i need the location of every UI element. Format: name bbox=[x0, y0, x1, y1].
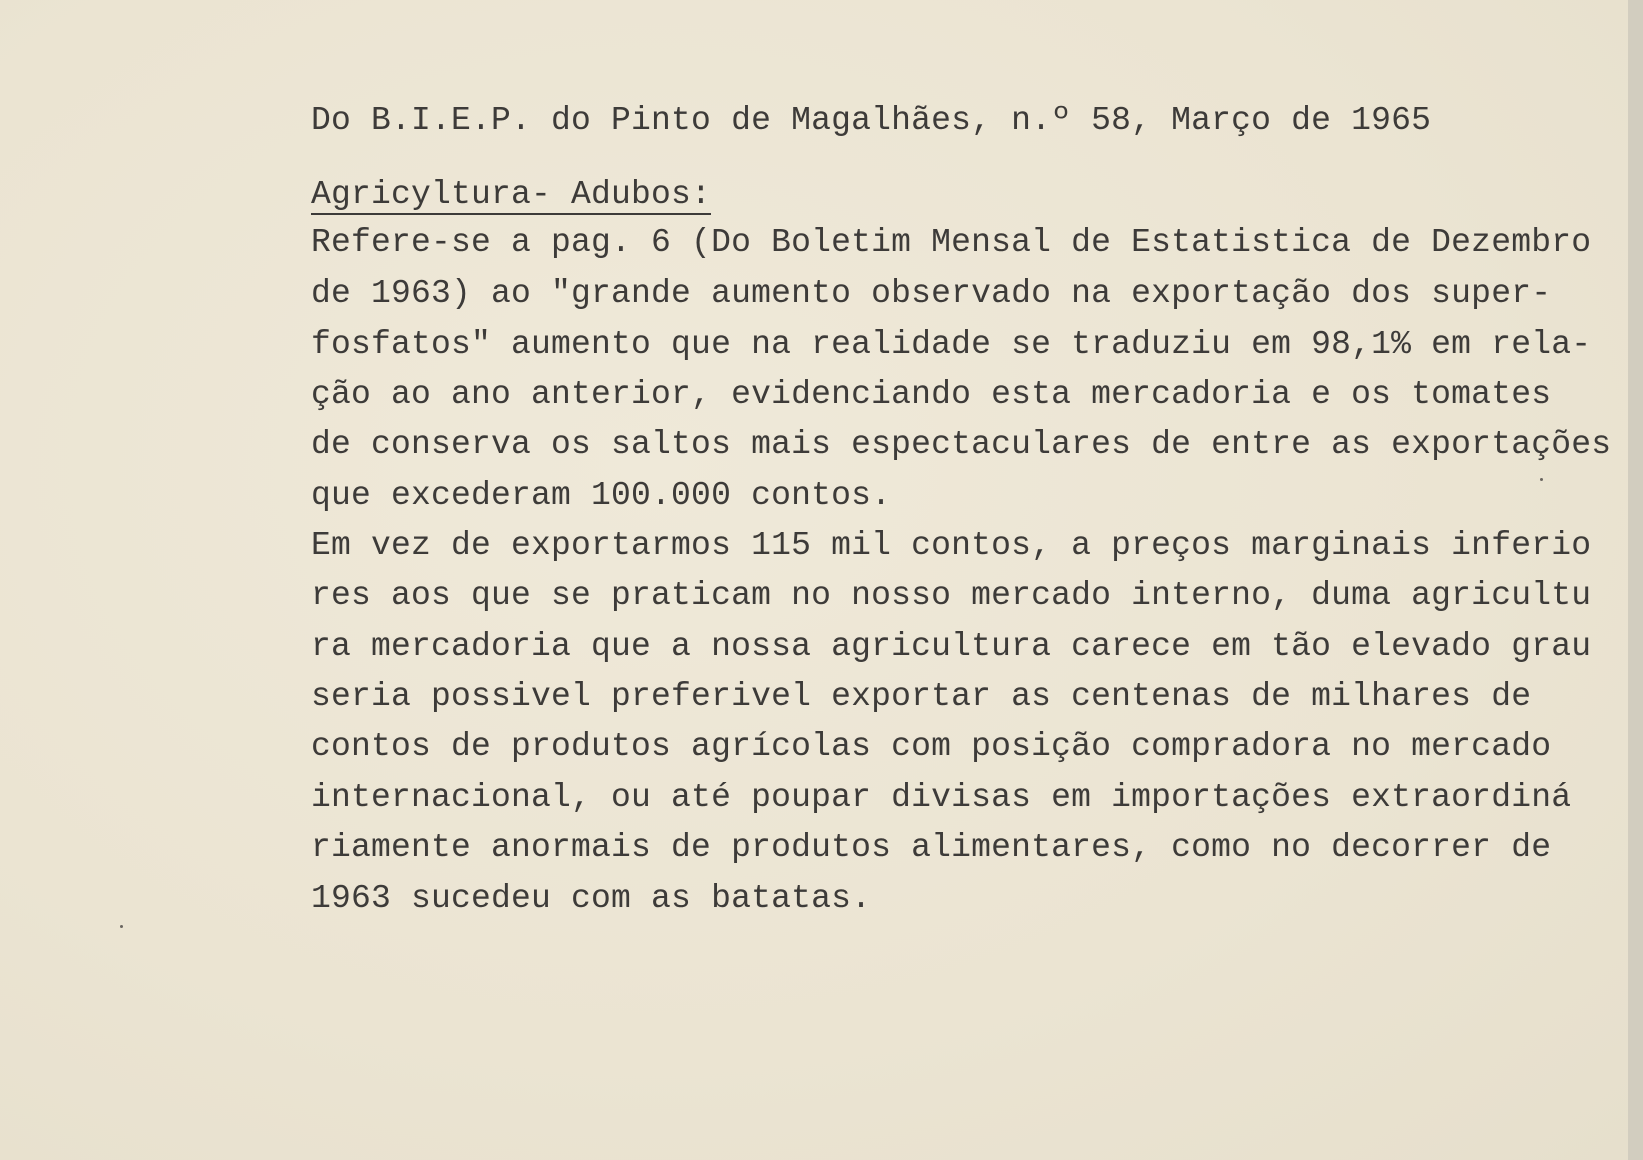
body-line: ra mercadoria que a nossa agricultura carece em tão elevado grau bbox=[311, 628, 1592, 665]
document-header: Do B.I.E.P. do Pinto de Magalhães, n.º 58, Março de 1965 bbox=[311, 102, 1432, 139]
body-line: res aos que se praticam no nosso mercado interno, duma agricultu bbox=[311, 577, 1592, 614]
body-line: riamente anormais de produtos alimentares, como no decorrer de bbox=[311, 829, 1552, 866]
card-edge bbox=[1628, 0, 1643, 1160]
paper-speck bbox=[120, 925, 123, 928]
body-line: fosfatos" aumento que na realidade se traduziu em 98,1% em rela- bbox=[311, 326, 1592, 363]
paper-speck bbox=[1540, 478, 1543, 481]
body-line: internacional, ou até poupar divisas em importações extraordiná bbox=[311, 779, 1572, 816]
body-line: de conserva os saltos mais espectaculares de entre as exportações bbox=[311, 426, 1612, 463]
body-line: seria possivel preferivel exportar as centenas de milhares de bbox=[311, 678, 1532, 715]
body-line: contos de produtos agrícolas com posição compradora no mercado bbox=[311, 728, 1552, 765]
document-subject: Agricyltura- Adubos: bbox=[311, 176, 712, 213]
body-line: 1963 sucedeu com as batatas. bbox=[311, 880, 872, 917]
body-line: Refere-se a pag. 6 (Do Boletim Mensal de Estatistica de Dezembro bbox=[311, 224, 1592, 261]
body-line: de 1963) ao "grande aumento observado na exportação dos super- bbox=[311, 275, 1552, 312]
body-line: ção ao ano anterior, evidenciando esta mercadoria e os tomates bbox=[311, 376, 1552, 413]
body-line: Em vez de exportarmos 115 mil contos, a preços marginais inferio bbox=[311, 527, 1592, 564]
body-line: que excederam 100.000 contos. bbox=[311, 477, 892, 514]
